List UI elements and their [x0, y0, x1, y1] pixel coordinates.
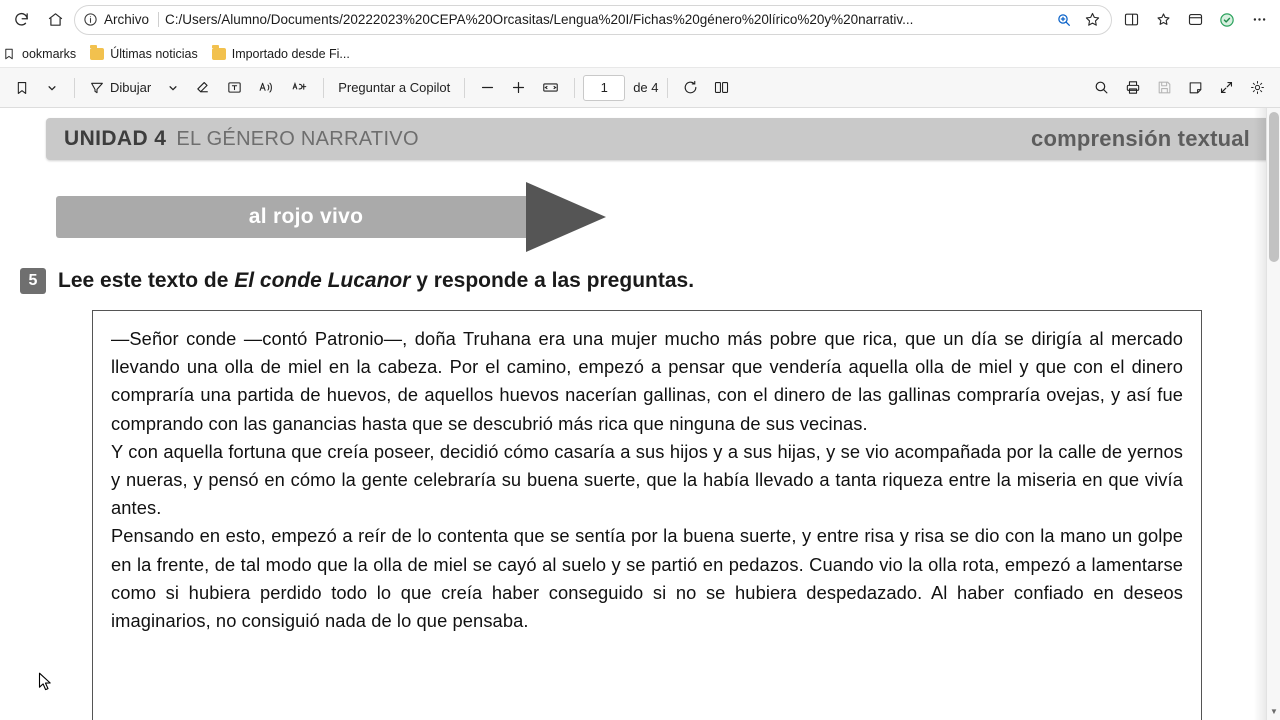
bookmark-dropdown-icon[interactable]	[38, 74, 66, 102]
question-prefix: Lee este texto de	[58, 269, 235, 292]
gear-icon[interactable]	[1243, 74, 1272, 102]
toolbar-divider	[464, 78, 465, 98]
bookmarks-label-text: ookmarks	[22, 46, 77, 61]
draw-label: Dibujar	[110, 80, 152, 95]
highlight-icon[interactable]	[284, 74, 315, 102]
home-icon[interactable]	[40, 5, 70, 35]
section-title: comprensión textual	[1031, 126, 1250, 151]
question-suffix: y responde a las preguntas.	[410, 269, 695, 292]
bookmark-label: Importado desde Fi...	[231, 46, 350, 61]
page-current: 1	[600, 80, 608, 95]
question-text	[58, 269, 694, 293]
address-url-text[interactable]: C:/Users/Alumno/Documents/20222023%20CEPA%20Orcasitas/Lengua%20I/Fichas%20género%20lírico%20y%20narrativ...	[165, 12, 914, 27]
question-heading	[20, 268, 694, 294]
toolbar-divider	[667, 78, 668, 98]
search-icon[interactable]	[1087, 74, 1116, 102]
toolbar-divider	[323, 78, 324, 98]
arrow-head-icon	[526, 182, 606, 252]
question-italic-title: El conde Lucanor	[234, 269, 411, 292]
question-number-badge: 5	[20, 268, 46, 294]
add-text-icon[interactable]	[220, 74, 249, 102]
eraser-icon[interactable]	[189, 74, 218, 102]
browser-right-actions	[1116, 5, 1274, 35]
read-aloud-icon[interactable]	[251, 74, 282, 102]
copilot-label: Preguntar a Copilot	[338, 80, 451, 95]
browser-toolbar	[0, 0, 1280, 40]
star-icon[interactable]	[1081, 9, 1103, 31]
zoom-in-icon[interactable]	[1053, 9, 1075, 31]
folder-icon	[90, 48, 104, 60]
pdf-page	[12, 108, 1268, 720]
copilot-button[interactable]	[332, 74, 456, 102]
refresh-icon[interactable]	[6, 5, 36, 35]
save-icon[interactable]	[1150, 74, 1179, 102]
scroll-down-icon[interactable]: ▼	[1270, 706, 1278, 716]
rotate-icon[interactable]	[676, 74, 705, 102]
vertical-scrollbar[interactable]	[1266, 108, 1280, 720]
bookmark-page-icon[interactable]	[8, 74, 36, 102]
draw-button[interactable]	[83, 74, 157, 102]
bookmark-item-noticias[interactable]	[90, 47, 198, 61]
text-paragraph-1: —Señor conde —contó Patronio—, doña Truhana era una mujer mucho más pobre que rica, que un día se dirigía al mercado llevando una olla de miel en la cabeza. Por el camino, empezó a pensar que vendería aquella olla de miel y que con el dinero compraría una partida de huevos, de aquellos huevos nacerían gallinas, con el dinero de las gallinas compraría ovejas, y así fue comprando con las ganancias hasta que se descubrió más rica que ninguna de sus vecinas.	[111, 328, 1183, 434]
unit-header-left	[64, 127, 419, 151]
bookmark-label: Últimas noticias	[110, 46, 198, 61]
split-screen-icon[interactable]	[1116, 5, 1146, 35]
address-bar[interactable]	[74, 5, 1112, 35]
toolbar-divider	[74, 78, 75, 98]
note-icon[interactable]	[1181, 74, 1210, 102]
shopping-icon[interactable]	[1212, 5, 1242, 35]
unit-number: UNIDAD 4	[64, 127, 167, 150]
fullscreen-icon[interactable]	[1212, 74, 1241, 102]
collections-icon[interactable]	[1148, 5, 1178, 35]
bookmarks-bar	[0, 40, 1280, 68]
text-paragraph-2: Y con aquella fortuna que creía poseer, decidió cómo casaría a sus hijos y a sus hijas, y se vio acompañada por la calle de yernos y nueras, y pensó en cómo la gente celebraría su buena suerte, que la había llevado a tanta riqueza entre la miseria en que vivía antes.	[111, 440, 1183, 519]
pdf-viewer-toolbar	[0, 68, 1280, 108]
unit-title: EL GÉNERO NARRATIVO	[176, 128, 419, 150]
unit-header-bar	[46, 118, 1268, 160]
folder-icon	[212, 48, 226, 60]
draw-dropdown-icon[interactable]	[159, 74, 187, 102]
page-number-input[interactable]	[583, 75, 625, 101]
settings-more-icon[interactable]	[1244, 5, 1274, 35]
fit-page-icon[interactable]	[535, 74, 566, 102]
reading-text-box	[92, 310, 1202, 720]
arrow-label: al rojo vivo	[248, 205, 364, 228]
section-arrow-banner	[56, 182, 634, 252]
page-total-label: de 4	[633, 80, 659, 95]
bookmark-item-importado[interactable]	[212, 47, 350, 61]
pdf-page-area[interactable]	[0, 108, 1280, 720]
arrow-body	[56, 196, 556, 238]
mouse-cursor	[38, 672, 52, 692]
page-layout-icon[interactable]	[707, 74, 736, 102]
toolbar-divider	[574, 78, 575, 98]
scrollbar-thumb[interactable]	[1269, 112, 1279, 262]
browser-essentials-icon[interactable]	[1180, 5, 1210, 35]
zoom-out-icon[interactable]	[473, 74, 502, 102]
zoom-in-icon[interactable]	[504, 74, 533, 102]
file-protocol-chip	[83, 12, 159, 27]
print-icon[interactable]	[1118, 74, 1148, 102]
text-paragraph-3: Pensando en esto, empezó a reír de lo contenta que se sentía por la buena suerte, y entre risa y risa se dio con la mano un golpe en la frente, de tal modo que la olla de miel se cayó al suelo y se partió en pedazos. Cuando vio la olla rota, empezó a lamentarse como si hubiera perdido todo lo que creía haber conseguido si no se hubiera despedazado. Al haber confiado en deseos imaginarios, no consiguió nada de lo que pensaba.	[111, 525, 1183, 632]
bookmarks-label[interactable]	[6, 47, 76, 61]
file-label: Archivo	[104, 12, 150, 27]
